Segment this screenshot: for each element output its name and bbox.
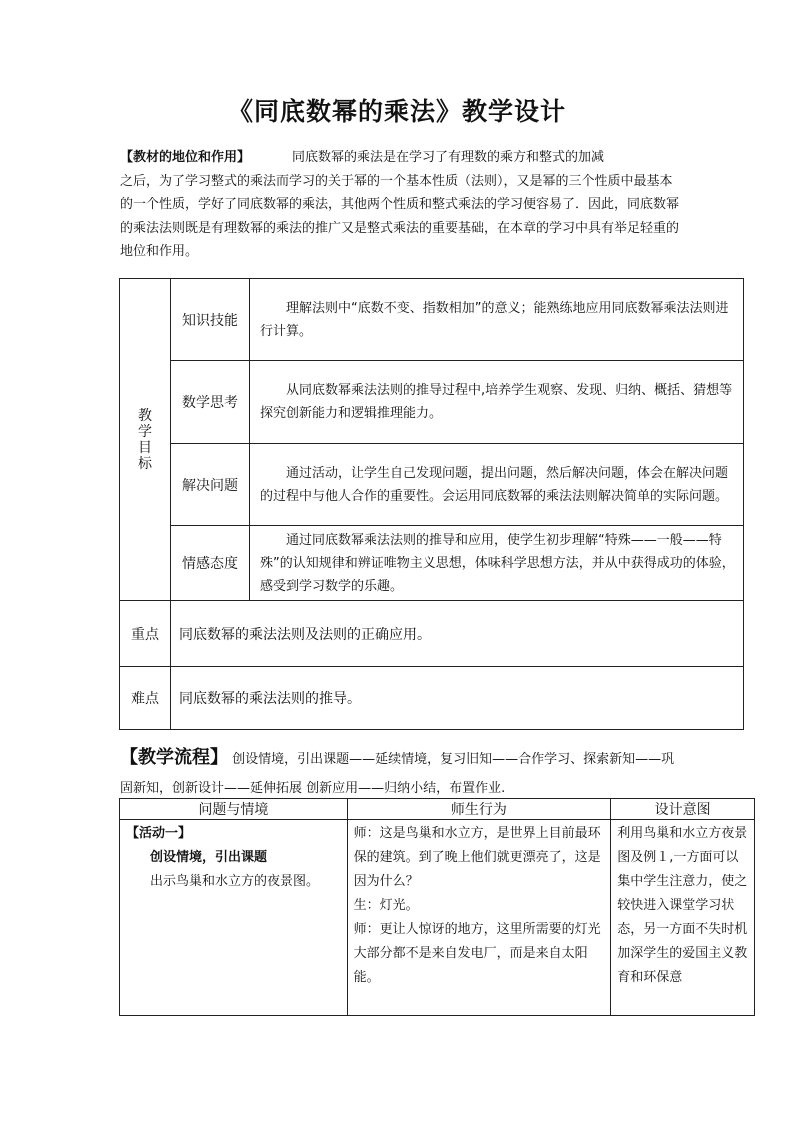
header-intent: 设计意图 [611,799,755,820]
goal-row [120,361,744,444]
process-table [119,798,755,1016]
page-title: 《同底数幂的乘法》教学设计 [227,97,566,126]
process-header-row [120,799,755,820]
goal-row [120,526,744,601]
activity-title: 创设情境，引出课题 [150,850,268,865]
difficulty-row [120,667,744,730]
intro-paragraph [120,146,682,264]
key-point-row [120,601,744,667]
situation-cell [120,820,348,1016]
key-point-content: 同底数幂的乘法法则及法则的正确应用。 [171,601,744,667]
teaching-flow [120,743,680,803]
dialogue-line: 师：更让人惊讶的地方，这里所需要的灯光大部分都不是来自发电厂，而是来自太阳能。 [353,922,601,985]
dialogue-line: 师：这是鸟巢和水立方，是世界上目前最环保的建筑。到了晚上他们就更漂亮了，这是因为什么？ [353,826,601,889]
intro-heading: 【教材的地位和作用】 [120,150,251,165]
goal-content: 通过同底数幂乘法法则的推导和应用，使学生初步理解“特殊——一般——特殊”的认知规律和辨证唯物主义思想，体味科学思想方法，并从中获得成功的体验，感受到学习数学的乐趣。 [250,526,744,601]
key-point-label: 重点 [120,601,171,667]
intro-rest-text: 之后，为了学习整式的乘法而学习的关于幂的一个基本性质（法则），又是幂的三个性质中最基本的一个性质，学好了同底数幂的乘法，其他两个性质和整式乘法的学习便容易了．因此，同底数幂的乘法法则既是有理数幂的乘法的推广又是整式乘法的重要基础，在本章的学习中具有举足轻重的地位和作用。 [120,173,680,260]
activity-name: 【活动一】 [126,826,192,841]
intro-first-line [120,146,682,170]
difficulty-content: 同底数幂的乘法法则的推导。 [171,667,744,730]
header-actions: 师生行为 [347,799,611,820]
intent-cell: 利用鸟巢和水立方夜景图及例１,一方面可以集中学生注意力，使之较快进入课堂学习状态，另一方面不失时机加深学生的爱国主义教育和环保意 [611,820,755,1016]
intro-first-text: 同底数幂的乘法是在学习了有理数的乘方和整式的加减 [292,150,605,165]
goals-vertical-label: 教学目标 [120,279,171,601]
goals-table [119,278,744,730]
activity-desc: 出示鸟巢和水立方的夜景图。 [150,874,320,889]
goal-label: 数学思考 [171,361,250,444]
teaching-flow-text: 创设情境，引出课题——延续情境，复习旧知——合作学习、探索新知——巩固新知，创新设计——延伸拓展 创新应用——归纳小结，布置作业. [120,752,675,796]
process-row [120,820,755,1016]
difficulty-label: 难点 [120,667,171,730]
actions-cell [347,820,611,1016]
goal-label: 知识技能 [171,279,250,361]
goal-label: 解决问题 [171,444,250,526]
goal-content: 理解法则中“底数不变、指数相加”的意义；能熟练地应用同底数幂乘法法则进行计算。 [250,279,744,361]
goal-row [120,279,744,361]
goal-content: 通过活动，让学生自己发现问题，提出问题，然后解决问题，体会在解决问题的过程中与他人合作的重要性。会运用同底数幂的乘法法则解决简单的实际问题。 [250,444,744,526]
teaching-flow-heading: 【教学流程】 [120,747,228,768]
header-situation: 问题与情境 [120,799,348,820]
goal-label: 情感态度 [171,526,250,601]
goal-row [120,444,744,526]
dialogue-line: 生：灯光。 [353,898,419,913]
goal-content: 从同底数幂乘法法则的推导过程中,培养学生观察、发现、归纳、概括、猜想等探究创新能力和逻辑推理能力。 [250,361,744,444]
